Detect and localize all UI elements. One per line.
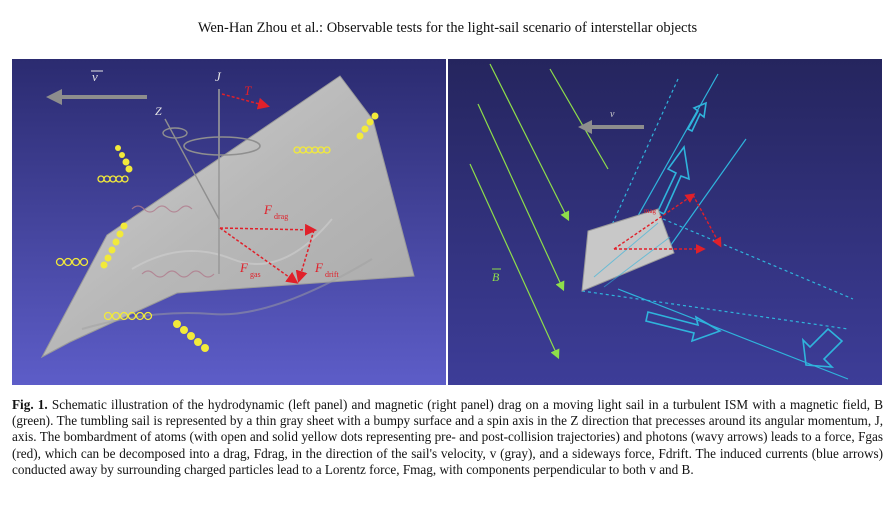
torque-label: T	[244, 83, 252, 98]
magnetic-drag-illustration	[448, 59, 882, 385]
f-drag-label: F	[264, 202, 272, 217]
figure-caption	[12, 397, 883, 478]
b-label: B	[492, 270, 500, 284]
f-mag-subscript: mag	[644, 207, 657, 215]
velocity-label: v	[92, 69, 98, 84]
f-drift-subscript: drift	[325, 270, 339, 279]
f-gas-subscript: gas	[250, 270, 261, 279]
figure-label: Fig. 1.	[12, 397, 48, 412]
running-head: Wen-Han Zhou et al.: Observable tests for the light-sail scenario of interstellar objects	[197, 20, 698, 36]
f-drag-subscript: drag	[274, 212, 289, 221]
hydrodynamic-drag-illustration	[12, 59, 446, 385]
velocity-label-right: v	[610, 109, 615, 120]
z-label: Z	[155, 104, 162, 118]
figure-caption-text: Schematic illustration of the hydrodynamic (left panel) and magnetic (right panel) drag on a moving light sail in a turbulent ISM with a magnetic field, B (green). The tumbling sail is represented by a thin gray sheet with a bumpy surface and a spin axis in the Z direction that precesses around its angular momentum, J, axis. The bombardment of atoms (with open and solid yellow dots representing pre- and post-collision trajectories) and photons (wavy arrows) leads to a force, Fgas (red), which can be decomposed into a drag, Fdrag, in the direction of the sail's velocity, v (gray), and a sideways force, Fdrift. The induced currents (blue arrows) conducted away by surrounding charged particles lead to a Lorentz force, Fmag, with components perpendicular to both v and B.	[12, 397, 883, 477]
j-label: J	[215, 69, 221, 84]
figure-right-panel	[448, 59, 882, 385]
f-gas-label: F	[240, 260, 248, 275]
f-drift-label: F	[315, 260, 323, 275]
figure-left-panel	[12, 59, 446, 385]
